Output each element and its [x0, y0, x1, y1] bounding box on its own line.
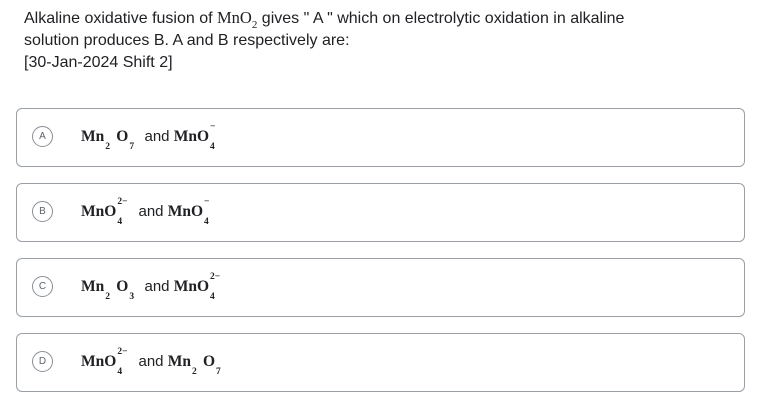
option-b[interactable]: [16, 183, 745, 242]
option-d[interactable]: [16, 333, 745, 392]
question-line-2: solution produces B. A and B respectively are:: [24, 32, 350, 49]
formula: MnO 4 −: [173, 122, 216, 152]
formula-mno2: MnO$_2$: [217, 8, 258, 31]
formula: Mn 2 O 3: [81, 278, 135, 302]
option-letter-badge: C: [32, 276, 53, 297]
formula: Mn 2 O 7: [167, 353, 221, 377]
formula: Mn 2 O 7: [81, 128, 135, 152]
option-letter-badge: D: [32, 351, 53, 372]
formula: MnO 4 −: [167, 197, 210, 227]
question-line-1: Alkaline oxidative fusion of MnO$_2$ gives " A " which on electrolytic oxidation in alkaline: [24, 8, 625, 31]
formula: MnO 4 2−: [81, 197, 128, 227]
formula: MnO 4 2−: [173, 272, 221, 302]
option-b-text: MnO 4 2− and MnO 4 −: [81, 197, 210, 227]
option-letter-badge: A: [32, 126, 53, 147]
option-d-text: MnO 4 2− and Mn 2 O 7: [81, 347, 221, 377]
option-c[interactable]: [16, 258, 745, 317]
option-a[interactable]: [16, 108, 745, 167]
formula: MnO 4 2−: [81, 347, 128, 377]
question-source: [30-Jan-2024 Shift 2]: [24, 54, 173, 71]
option-c-text: Mn 2 O 3 and MnO 4 2−: [81, 272, 221, 302]
question-text: [24, 7, 736, 74]
option-a-text: Mn 2 O 7 and MnO 4 −: [81, 122, 216, 152]
option-letter-badge: B: [32, 201, 53, 222]
